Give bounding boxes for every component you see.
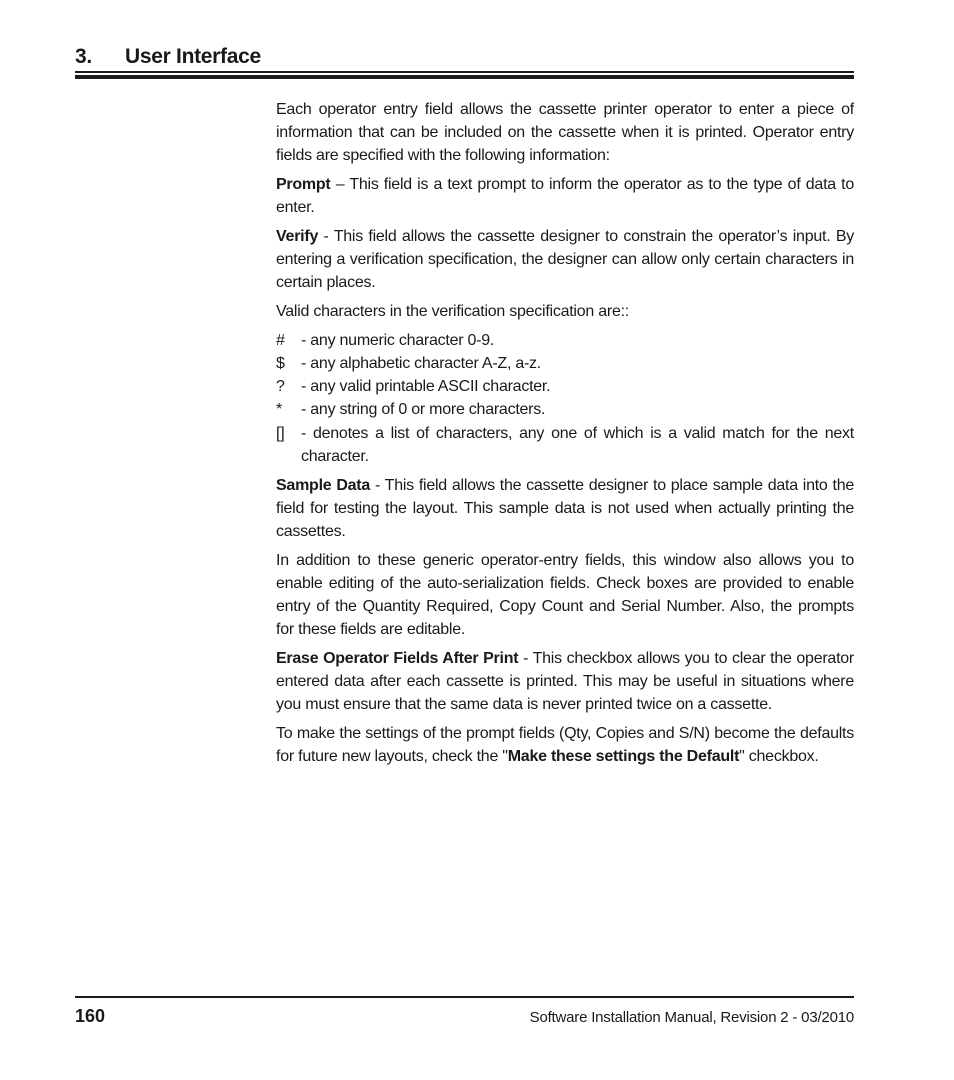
header-rule-thin bbox=[75, 71, 854, 73]
body-text bbox=[276, 98, 854, 774]
intro-paragraph: Each operator entry field allows the cassette printer operator to enter a piece of information that can be included on the cassette when it is printed. Operator entry fields are specified with the following information: bbox=[276, 101, 854, 165]
verify-paragraph bbox=[276, 225, 854, 295]
defaults-text-before: To make the settings of the prompt fields (Qty, Copies and S/N) become the defaults for future new layouts, check the " bbox=[276, 725, 854, 766]
footer-rule bbox=[75, 996, 854, 998]
list-symbol: # bbox=[276, 331, 285, 349]
list-description: - any valid printable ASCII character. bbox=[301, 378, 551, 396]
list-description: - any alphabetic character A-Z, a-z. bbox=[301, 355, 541, 373]
prompt-term: Prompt bbox=[276, 176, 331, 194]
list-item bbox=[276, 398, 854, 421]
sample-data-term: Sample Data bbox=[276, 476, 371, 494]
prompt-paragraph bbox=[276, 173, 854, 219]
list-symbol: * bbox=[276, 401, 282, 419]
erase-text: - This checkbox allows you to clear the operator entered data after each cassette is printed. This may be useful in situations where you must ensure that the same data is never printed twice on a cassette. bbox=[276, 649, 855, 714]
valid-chars-list bbox=[276, 329, 854, 468]
sample-data-paragraph bbox=[276, 474, 854, 544]
list-item bbox=[276, 422, 854, 468]
list-item bbox=[276, 329, 854, 352]
section-title: User Interface bbox=[125, 45, 261, 68]
verify-term: Verify bbox=[276, 228, 319, 246]
header-rule-thick bbox=[75, 75, 854, 79]
erase-term: Erase Operator Fields After Print bbox=[276, 649, 519, 667]
page-header bbox=[75, 44, 854, 79]
prompt-text: – This field is a text prompt to inform the operator as to the type of data to enter. bbox=[276, 176, 854, 217]
erase-paragraph bbox=[276, 647, 854, 717]
valid-chars-intro: Valid characters in the verification specification are:: bbox=[276, 303, 629, 321]
list-description: - any numeric character 0-9. bbox=[301, 331, 495, 349]
list-symbol: [] bbox=[276, 424, 285, 442]
page-number: 160 bbox=[75, 1005, 106, 1026]
list-symbol: $ bbox=[276, 355, 285, 373]
sample-data-text: - This field allows the cassette designer to place sample data into the field for testing the layout. This sample data is not used when actually printing the cassettes. bbox=[276, 476, 854, 540]
defaults-paragraph bbox=[276, 722, 854, 768]
section-heading bbox=[75, 44, 854, 70]
list-description: - denotes a list of characters, any one of which is a valid match for the next character. bbox=[301, 424, 854, 465]
list-description: - any string of 0 or more characters. bbox=[301, 401, 546, 419]
list-item bbox=[276, 352, 854, 375]
footer-row bbox=[75, 1006, 854, 1027]
list-symbol: ? bbox=[276, 378, 285, 396]
list-item bbox=[276, 375, 854, 398]
defaults-text-after: " checkbox. bbox=[739, 748, 819, 766]
section-number: 3. bbox=[75, 45, 92, 68]
verify-text: - This field allows the cassette designer to constrain the operator’s input. By entering a verification specification, the designer can allow only certain characters in certain places. bbox=[276, 228, 854, 292]
document-reference: Software Installation Manual, Revision 2 - 03/2010 bbox=[529, 1008, 854, 1026]
page-footer bbox=[75, 996, 854, 1027]
defaults-term: Make these settings the Default bbox=[507, 748, 740, 766]
generic-fields-paragraph: In addition to these generic operator-entry fields, this window also allows you to enable editing of the auto-serialization fields. Check boxes are provided to enable entry of the Quantity Required, Copy Count and Serial Number. Also, the prompts for these fields are editable. bbox=[276, 551, 854, 639]
